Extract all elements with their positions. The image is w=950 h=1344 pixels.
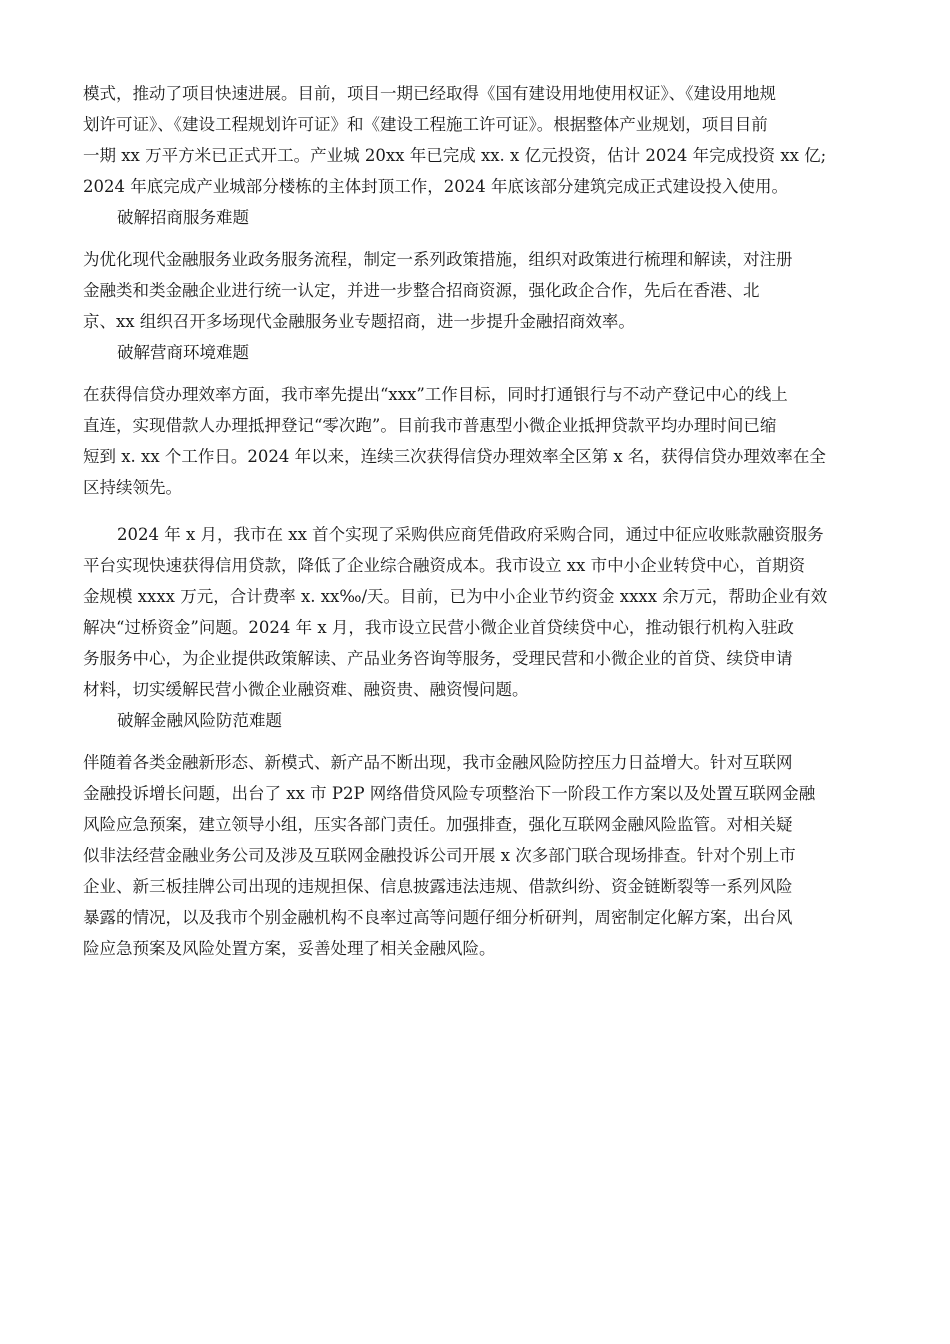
text-line: 金规模 xxxx 万元，合计费率 x. xx‰/天。目前，已为中小企业节约资金 xxxx 余万元，帮助企业有效 xyxy=(83,587,828,606)
risk-paragraph xyxy=(83,747,868,964)
intro-paragraph xyxy=(83,78,868,202)
text-line: 模式，推动了项目快速进展。目前，项目一期已经取得《国有建设用地使用权证》、《建设用地规 xyxy=(83,84,776,103)
text-line: 短到 x. xx 个工作日。2024 年以来，连续三次获得信贷办理效率全区第 x 名，获得信贷办理效率在全 xyxy=(83,447,826,466)
text-line: 一期 xx 万平方米已正式开工。产业城 20xx 年已完成 xx. x 亿元投资，估计 2024 年完成投资 xx 亿; xyxy=(83,146,827,165)
investment-paragraph xyxy=(83,244,868,337)
text-line: 企业、新三板挂牌公司出现的违规担保、信息披露违法违规、借款纠纷、资金链断裂等一系列风险 xyxy=(83,877,793,896)
section-heading-environment: 破解营商环境难题 xyxy=(117,343,249,362)
text-line: 金融投诉增长问题，出台了 xx 市 P2P 网络借贷风险专项整治下一阶段工作方案以及处置互联网金融 xyxy=(83,784,816,803)
text-line: 划许可证》、《建设工程规划许可证》和《建设工程施工许可证》。根据整体产业规划，项目目前 xyxy=(83,115,768,134)
text-line: 解决“过桥资金”问题。2024 年 x 月，我市设立民营小微企业首贷续贷中心，推动银行机构入驻政 xyxy=(83,618,794,637)
environment-paragraph-2 xyxy=(83,519,868,705)
text-line: 伴随着各类金融新形态、新模式、新产品不断出现，我市金融风险防控压力日益增大。针对互联网 xyxy=(83,753,793,772)
text-line: 2024 年底完成产业城部分楼栋的主体封顶工作，2024 年底该部分建筑完成正式建设投入使用。 xyxy=(83,177,788,196)
text-line: 为优化现代金融服务业政务服务流程，制定一系列政策措施，组织对政策进行梳理和解读，对注册 xyxy=(83,250,793,269)
text-line: 2024 年 x 月，我市在 xx 首个实现了采购供应商凭借政府采购合同，通过中征应收账款融资服务 xyxy=(117,525,824,544)
text-line: 直连，实现借款人办理抵押登记“零次跑”。目前我市普惠型小微企业抵押贷款平均办理时间已缩 xyxy=(83,416,777,435)
text-line: 材料，切实缓解民营小微企业融资难、融资贵、融资慢问题。 xyxy=(83,680,529,699)
text-line: 京、xx 组织召开多场现代金融服务业专题招商，进一步提升金融招商效率。 xyxy=(83,312,635,331)
section-heading-risk: 破解金融风险防范难题 xyxy=(117,711,282,730)
text-line: 平台实现快速获得信用贷款，降低了企业综合融资成本。我市设立 xx 市中小企业转贷中心，首期资 xyxy=(83,556,806,575)
text-line: 险应急预案及风险处置方案，妥善处理了相关金融风险。 xyxy=(83,939,496,958)
text-line: 暴露的情况，以及我市个别金融机构不良率过高等问题仔细分析研判，周密制定化解方案，出台风 xyxy=(83,908,793,927)
document-page xyxy=(83,78,868,964)
text-line: 风险应急预案，建立领导小组，压实各部门责任。加强排查，强化互联网金融风险监管。对相关疑 xyxy=(83,815,793,834)
text-line: 区持续领先。 xyxy=(83,478,182,497)
section-heading-investment: 破解招商服务难题 xyxy=(117,208,249,227)
text-line: 务服务中心，为企业提供政策解读、产品业务咨询等服务，受理民营和小微企业的首贷、续贷申请 xyxy=(83,649,793,668)
text-line: 金融类和类金融企业进行统一认定，并进一步整合招商资源，强化政企合作，先后在香港、北 xyxy=(83,281,760,300)
environment-paragraph-1 xyxy=(83,379,868,503)
text-line: 在获得信贷办理效率方面，我市率先提出“xxx”工作目标，同时打通银行与不动产登记中心的线上 xyxy=(83,385,788,404)
text-line: 似非法经营金融业务公司及涉及互联网金融投诉公司开展 x 次多部门联合现场排查。针对个别上市 xyxy=(83,846,796,865)
